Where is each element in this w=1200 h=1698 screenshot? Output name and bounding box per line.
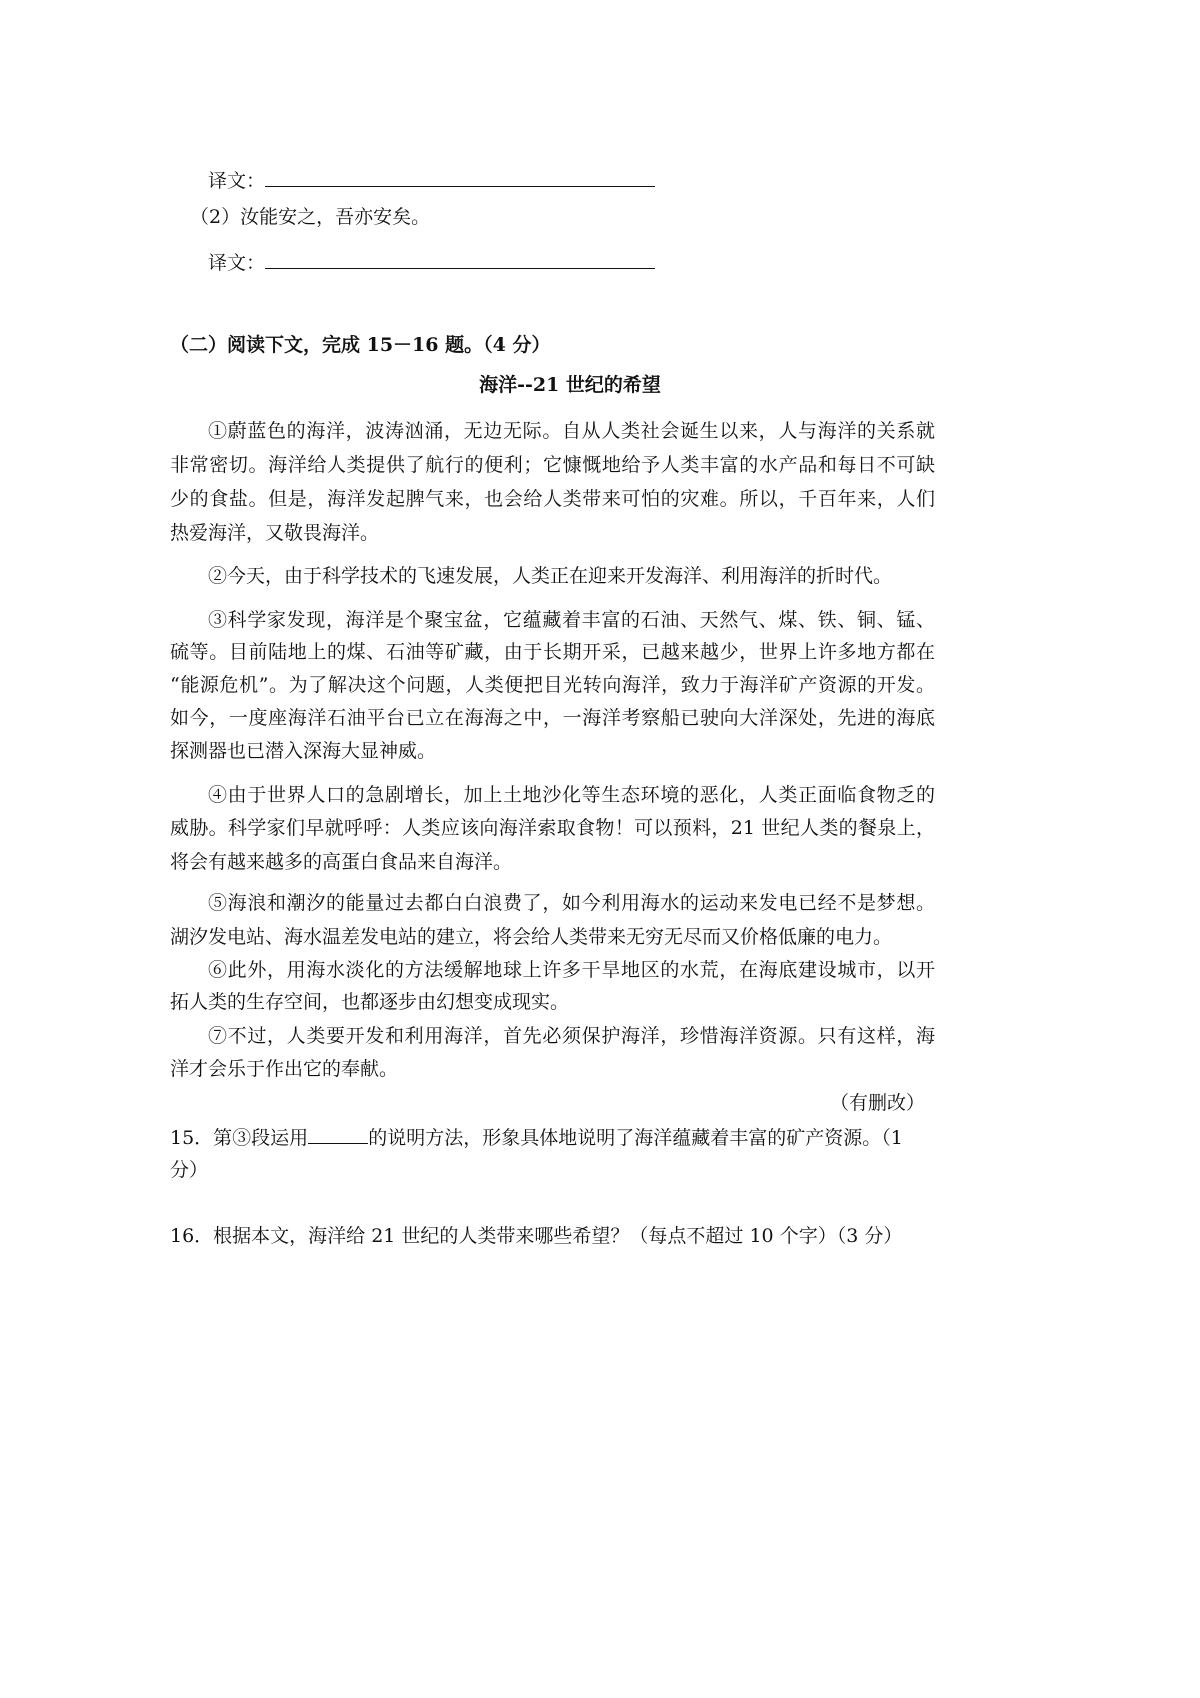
q15-text-cont: 的说明方法，形象具体地说明了海洋蕴藏着丰富的矿产资源。（1	[368, 1127, 903, 1149]
paragraph-5-line: ⑤海浪和潮汐的能量过去都白白浪费了，如今利用海水的运动来发电已经不是梦想。	[208, 892, 935, 914]
q15-text: 15．第③段运用	[170, 1127, 309, 1149]
paragraph-4-line: 将会有越来越多的高蛋白食品来自海洋。	[170, 851, 513, 873]
paragraph-1-line: 非常密切。海洋给人类提供了航行的便利；它慷慨地给予人类丰富的水产品和每日不可缺	[170, 454, 935, 476]
translation-label: 译文：	[208, 170, 266, 192]
translation-line-2	[208, 250, 973, 275]
answer-blank[interactable]	[265, 250, 655, 269]
q15-answer-blank[interactable]	[308, 1125, 368, 1144]
paragraph-3-line: ③科学家发现，海洋是个聚宝盆，它蕴藏着丰富的石油、天然气、煤、铁、铜、锰、	[208, 609, 935, 631]
paragraph-1-line: ①蔚蓝色的海洋，波涛汹涌，无边无际。自从人类社会诞生以来，人与海洋的关系就	[208, 420, 935, 442]
answer-blank[interactable]	[265, 168, 655, 187]
translation-label: 译文：	[208, 252, 266, 274]
question-15-cont: 分）	[170, 1159, 209, 1181]
translation-line-1	[208, 168, 973, 193]
paragraph-3-line: “能源危机”。为了解决这个问题，人类便把目光转向海洋，致力于海洋矿产资源的开发。	[170, 674, 935, 696]
question-15	[170, 1125, 940, 1150]
paragraph-1-line: 少的食盐。但是，海洋发起脾气来，也会给人类带来可怕的灾难。所以，千百年来，人们	[170, 488, 935, 510]
paragraph-3-line: 探测器也已潜入深海大显神威。	[170, 740, 437, 762]
question-16: 16．根据本文，海洋给 21 世纪的人类带来哪些希望？（每点不超过 10 个字）（3 分）	[170, 1225, 903, 1247]
paragraph-6-line: 拓人类的生存空间，也都逐步由幻想变成现实。	[170, 991, 570, 1013]
paragraph-5-line: 湖汐发电站、海水温差发电站的建立，将会给人类带来无穷无尽而又价格低廉的电力。	[170, 926, 893, 948]
paragraph-1-line: 热爱海洋，又敬畏海洋。	[170, 522, 380, 544]
paragraph-7-line: 洋才会乐于作出它的奉献。	[170, 1058, 399, 1080]
paragraph-7-line: ⑦不过，人类要开发和利用海洋，首先必须保护海洋，珍惜海洋资源。只有这样，海	[208, 1025, 935, 1047]
paragraph-3-line: 如今，一度座海洋石油平台已立在海海之中，一海洋考察船已驶向大洋深处，先进的海底	[170, 707, 935, 729]
article-title: 海洋--21 世纪的希望	[479, 374, 661, 396]
paragraph-4-line: ④由于世界人口的急剧增长，加上土地沙化等生态环境的恶化，人类正面临食物乏的	[208, 784, 935, 806]
paragraph-3-line: 硫等。目前陆地上的煤、石油等矿藏，由于长期开采，已越来越少，世界上许多地方都在	[170, 641, 935, 663]
paragraph-6-line: ⑥此外，用海水淡化的方法缓解地球上许多干旱地区的水荒，在海底建设城市，以开	[208, 959, 935, 981]
source-note: （有删改）	[829, 1092, 925, 1114]
section-header: （二）阅读下文，完成 15－16 题。（4 分）	[170, 334, 551, 356]
paragraph-4-line: 威胁。科学家们早就呼呼：人类应该向海洋索取食物！可以预料，21 世纪人类的餐泉上，	[170, 817, 935, 839]
sentence-2: （2）汝能安之，吾亦安矣。	[190, 206, 431, 228]
paragraph-2-line: ②今天，由于科学技术的飞速发展，人类正在迎来开发海洋、利用海洋的折时代。	[208, 565, 893, 587]
